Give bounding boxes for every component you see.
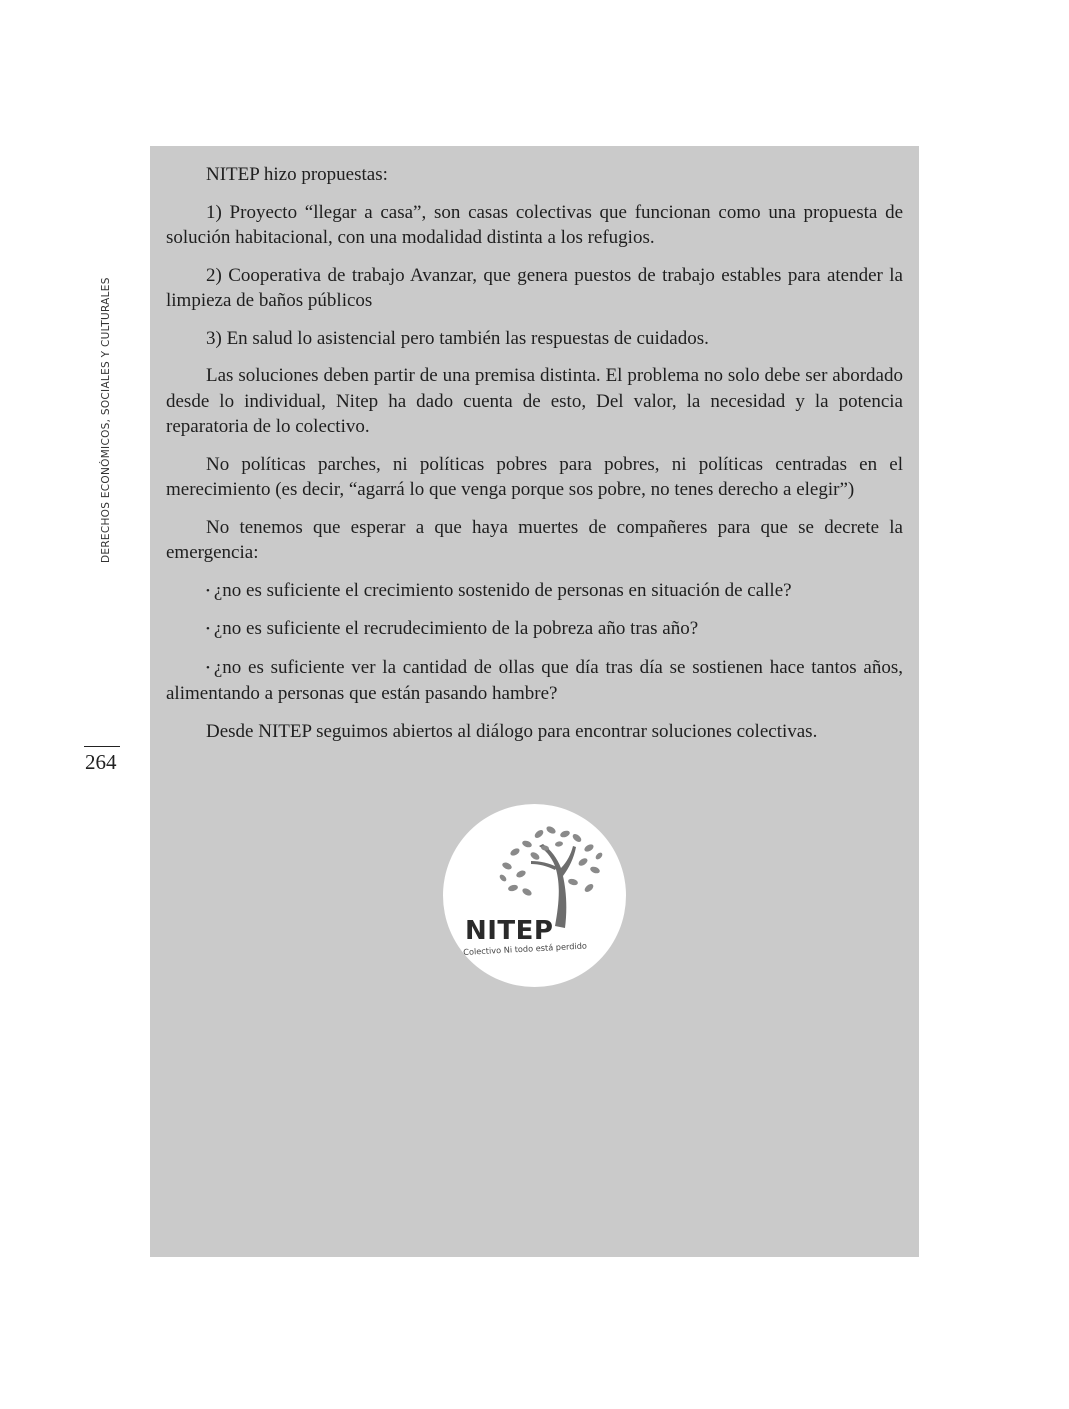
paragraph-closing: Desde NITEP seguimos abiertos al diálogo para encontrar soluciones colectivas. <box>206 720 818 742</box>
bullet-item <box>166 616 903 643</box>
content-panel <box>150 146 919 1257</box>
paragraph-proposal-2: 2) Cooperativa de trabajo Avanzar, que genera puestos de trabajo estables para atender la limpieza de baños públicos <box>166 264 903 311</box>
paragraph-proposal-3: 3) En salud lo asistencial pero también las respuestas de cuidados. <box>206 327 709 349</box>
nitep-logo <box>443 804 626 987</box>
paragraph-policies: No políticas parches, ni políticas pobres para pobres, ni políticas centradas en el merecimiento (es decir, “agarrá lo que venga porque sos pobre, no tenes derecho a elegir”) <box>166 453 903 500</box>
page-number: 264 <box>85 750 117 774</box>
page-number-rule <box>84 746 120 747</box>
paragraph-proposal-1: 1) Proyecto “llegar a casa”, son casas colectivas que funcionan como una propuesta de solución habitacional, con una modalidad distinta a los refugios. <box>166 201 903 248</box>
running-header: DERECHOS ECONÓMICOS, SOCIALES Y CULTURALES <box>100 277 112 563</box>
paragraph-premise: Las soluciones deben partir de una premisa distinta. El problema no solo debe ser abordado desde lo individual, Nitep ha dado cuenta de esto, Del valor, la necesidad y la potencia reparatoria de lo colectivo. <box>166 365 903 437</box>
body-text <box>166 162 903 756</box>
bullet-icon: • <box>206 661 210 674</box>
logo-tagline: Colectivo Ni todo está perdido <box>463 940 588 957</box>
bullet-item <box>166 655 903 707</box>
paragraph-intro: NITEP hizo propuestas: <box>206 164 388 185</box>
bullet-text: ¿no es suficiente el crecimiento sostenido de personas en situación de calle? <box>213 579 792 601</box>
tree-icon <box>443 804 626 987</box>
bullet-item <box>166 578 903 605</box>
bullet-icon: • <box>206 584 210 597</box>
bullet-icon: • <box>206 623 210 635</box>
logo-wordmark: NITEP <box>465 916 554 946</box>
bullet-text: ¿no es suficiente el recrudecimiento de la pobreza año tras año? <box>213 618 699 639</box>
bullet-text: ¿no es suficiente ver la cantidad de ollas que día tras día se sostienen hace tantos años, alimentando a personas que están pasando hambre? <box>166 656 903 704</box>
paragraph-emergency: No tenemos que esperar a que haya muertes de compañeres para que se decrete la emergencia: <box>166 516 903 563</box>
